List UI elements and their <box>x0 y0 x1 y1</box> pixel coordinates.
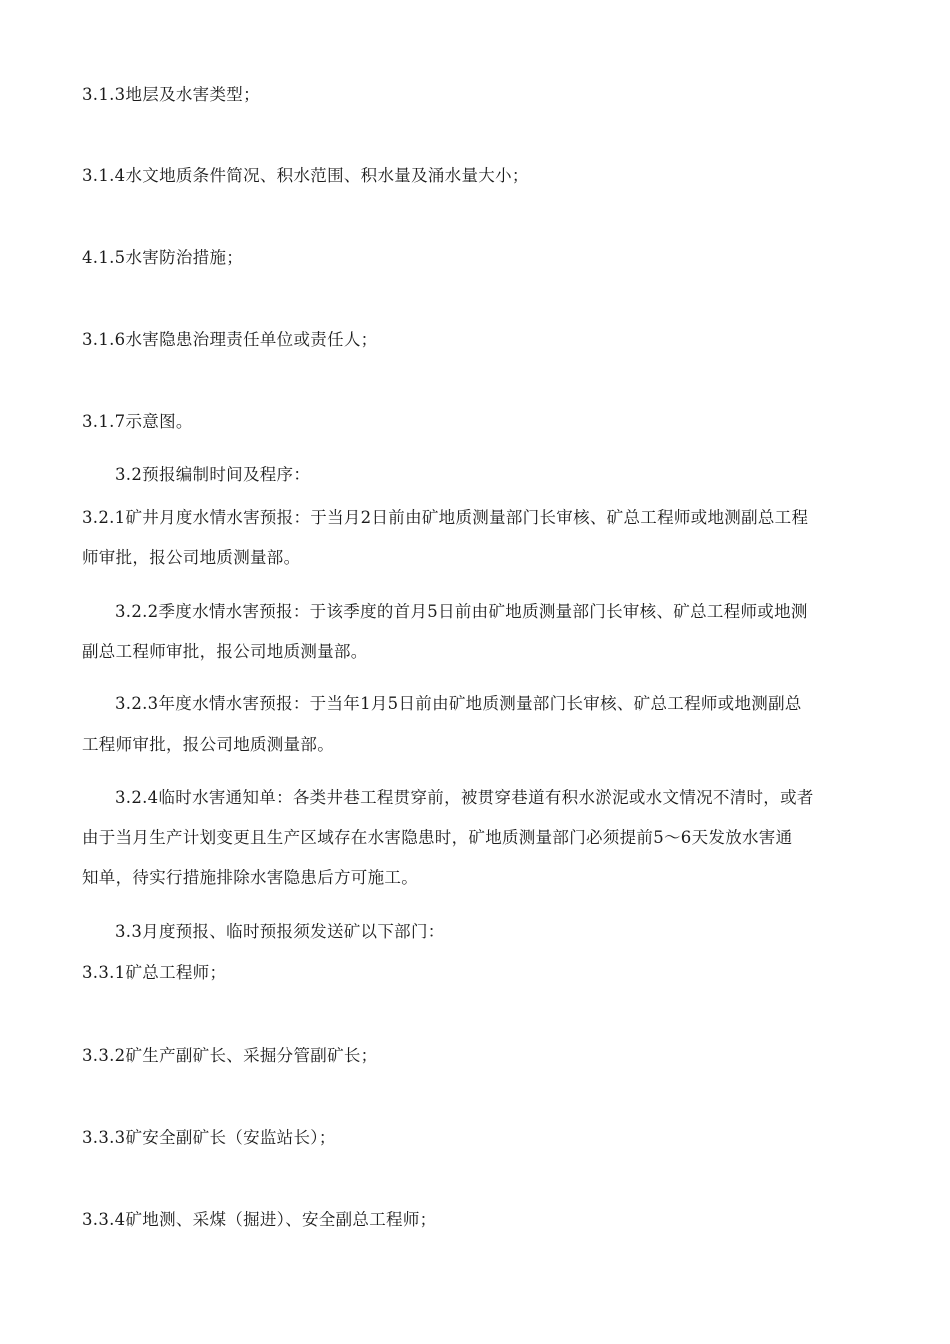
text-line: 3.2.4临时水害通知单：各类井巷工程贯穿前，被贯穿巷道有积水淤泥或水文情况不清时，或者 <box>115 788 814 807</box>
text-line: 知单，待实行措施排除水害隐患后方可施工。 <box>82 868 418 887</box>
text-line: 3.1.4水文地质条件简况、积水范围、积水量及涌水量大小； <box>82 166 529 185</box>
text-line: 由于当月生产计划变更且生产区域存在水害隐患时，矿地质测量部门必须提前5～6天发放水害通 <box>82 828 793 847</box>
text-line: 师审批，报公司地质测量部。 <box>82 548 301 567</box>
text-line: 3.3.1矿总工程师； <box>82 963 227 982</box>
text-line: 3.1.3地层及水害类型； <box>82 85 260 104</box>
text-line: 副总工程师审批，报公司地质测量部。 <box>82 642 368 661</box>
section-heading: 3.3月度预报、临时预报须发送矿以下部门： <box>115 922 445 941</box>
text-line: 3.2.3年度水情水害预报：于当年1月5日前由矿地质测量部门长审核、矿总工程师或地测副总 <box>115 694 802 713</box>
section-heading: 3.2预报编制时间及程序： <box>115 465 311 484</box>
text-line: 4.1.5水害防治措施； <box>82 248 244 267</box>
text-line: 3.2.1矿井月度水情水害预报：于当月2日前由矿地质测量部门长审核、矿总工程师或地测副总工程 <box>82 508 809 527</box>
text-line: 3.3.2矿生产副矿长、采掘分管副矿长； <box>82 1046 378 1065</box>
text-line: 3.1.6水害隐患治理责任单位或责任人； <box>82 330 378 349</box>
text-line: 工程师审批，报公司地质测量部。 <box>82 735 334 754</box>
text-line: 3.3.3矿安全副矿长（安监站长）； <box>82 1128 336 1147</box>
text-line: 3.3.4矿地测、采煤（掘进）、安全副总工程师； <box>82 1210 437 1229</box>
text-line: 3.1.7示意图。 <box>82 412 193 431</box>
text-line: 3.2.2季度水情水害预报：于该季度的首月5日前由矿地质测量部门长审核、矿总工程师或地测 <box>115 602 808 621</box>
